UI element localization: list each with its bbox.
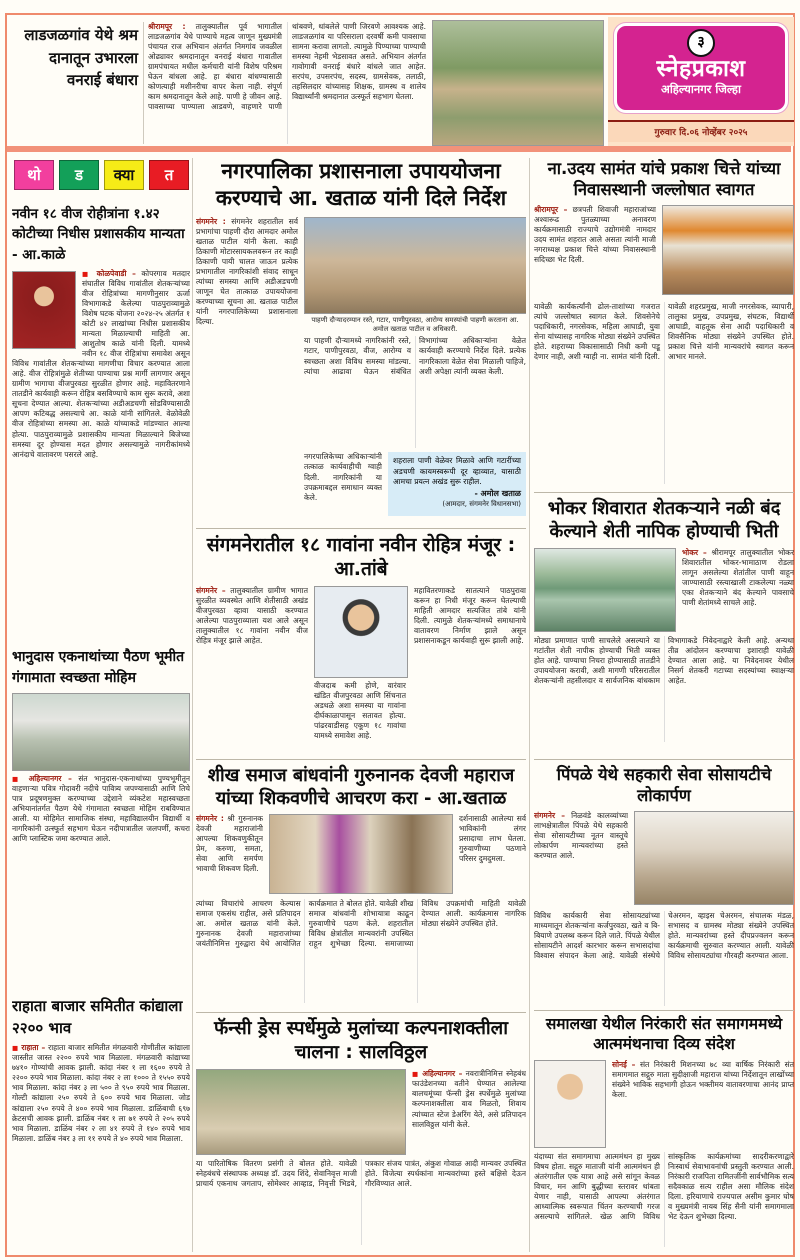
signature-box <box>388 452 526 516</box>
divider <box>534 759 794 760</box>
divider <box>534 492 794 493</box>
story-text-3: नगरपालिकेच्या अधिकाऱ्यांनी तत्काळ कार्यवाहीची ग्वाही दिली. नागरिकांनी या उपक्रमाबद्दल समाधान व्यक्त केले. <box>304 452 382 502</box>
photo-samant-welcome <box>662 205 794 295</box>
divider <box>529 158 530 1252</box>
brief-headline: राहाता बाजार समितीत कांद्याला २२०० भाव <box>12 996 183 1037</box>
story-text-1: नवरात्रीनिमित्त स्नेहबंध फाउंडेशनच्या वतीने घेण्यात आलेल्या बालचमूंच्या फॅन्सी ड्रेस स्पर्धेमुळे मुलांच्या कल्पनाशक्तीला वाव मिळतो, शिवाय त्यांच्यात स्टेज डेअरिंग येते, असे प्रतिपादन सालविठ्ठल यांनी केले. <box>412 1069 526 1129</box>
brief-text-1: कोपरगाव मतदार संघातील विविध गावांतील शेतकऱ्यांच्या वीज रोहित्रांच्या मागणीनुसार ऊर्जा विभागाकडे केलेल्या पाठपुराव्यामुळे विशेष घटक योजना २०२४-२५ अंतर्गत १ कोटी ४२ लाखांच्या निधीस प्रशासकीय मान्यता मिळाल्याची माहिती आ. आशुतोष काळे यांनी दिली. <box>82 268 190 349</box>
story-dateline: श्रीरामपूर – <box>534 205 568 215</box>
divider <box>143 22 144 144</box>
story-text-1: निळवंडे कालव्यांच्या लाभक्षेत्रातील पिंपळे येथे सहकारी सेवा सोसायटीच्या नूतन वास्तूचे लोकार्पण मान्यवरांच्या हस्ते करण्यात आले. <box>534 811 628 861</box>
story-text-1: संत निरंकारी मिशनच्या ७८ व्या वार्षिक निरंकारी संत समागमात सद्गुरु माता सुदीक्षाजी महाराज यांच्या निर्देशातून लाखोंच्या संख्येने भाविक सहभागी होऊन भक्तीमय वातावरणाचा आनंद प्राप्त केला. <box>612 1059 794 1099</box>
edition-number-badge: ३ <box>687 29 715 57</box>
divider <box>534 1010 794 1011</box>
story-headline: शीख समाज बांधवांनी गुरुनानक देवजी महाराज यांच्या शिकवणीचे आचरण करा - आ.खताळ <box>207 765 515 810</box>
brief-dateline: ■ राहाता – <box>12 1043 45 1052</box>
photo-waterlogged-field <box>534 548 676 632</box>
brief-headline: नवीन १८ वीज रोहीत्रांना १.४२ कोटीच्या निधीस प्रशासकीय मान्यता - आ.काळे <box>12 206 185 263</box>
story-pimpale-society <box>534 764 794 1006</box>
story-headline: ना.उदय सामंत यांचे प्रकाश चित्ते यांच्या निवासस्थानी जल्लोषात स्वागत <box>547 159 781 200</box>
photo-caption: पाहणी दौऱ्यादरम्यान रस्ते, गटार, पाणीपुरवठा, आरोग्य समस्यांची पाहणी करताना आ. अमोल खताळ पाटील व अधिकारी. <box>311 315 519 333</box>
masthead-rule <box>7 146 791 152</box>
story-text-2: मोठ्या प्रमाणात पाणी साचलेले असल्याने या गटांतील शेती नापीक होण्याची भिती व्यक्त होत आहे. पाण्याचा निचरा होण्यासाठी तातडीने उपाययोजना करावी, अशी मागणी परिसरातील शेतकऱ्यांनी तहसीलदार व सार्वजनिक बांधकाम विभागाकडे निवेदनाद्वारे केली आहे. अन्यथा तीव्र आंदोलन करण्याचा इशाराही यावेळी देण्यात आला आहे. या निवेदनावर येथील निसर्ग शेतकरी गटाच्या सदस्यांच्या स्वाक्षऱ्या आहेत. <box>534 636 794 686</box>
story-col-b: दर्शनासाठी आलेल्या सर्व भाविकांनी लंगर प्रसादाचा लाभ घेतला. गुरुवाणीच्या पठणाने परिसर दुमदुमला. <box>459 814 526 864</box>
story-samant-welcome <box>534 158 794 488</box>
story-headline: फॅन्सी ड्रेस स्पर्धेमुळे मुलांच्या कल्पनाशक्तीला चालना : सालविठ्ठल <box>213 1018 508 1063</box>
story-khatal-directive <box>196 158 526 524</box>
brief-dateline: ■ कोळपेवाडी – <box>82 269 136 278</box>
top-story-body <box>148 22 426 144</box>
brief-story-ganga-cleanup <box>12 641 190 990</box>
story-sikh-community <box>196 764 526 1008</box>
brief-letter-4: त <box>149 160 189 190</box>
masthead <box>608 17 794 146</box>
photo-vanrai-bandhara <box>432 20 604 146</box>
divider <box>196 528 526 529</box>
story-col-a: श्री गुरुनानक देवजी महाराजांनी आपल्या शिकवणुकीतून प्रेम, करुणा, समता, सेवा आणि समर्पण भावाची शिकवण दिली. <box>196 814 263 874</box>
story-text-2: विविध कार्यकारी सेवा सोसायट्यांच्या माध्यमातून शेतकऱ्यांना कर्जपुरवठा, खते व बि-बियाणे उपलब्ध करून दिले जाते. पिंपळे येथील सोसायटीने आदर्श कारभार करून सभासदांचा विश्वास संपादन केला आहे. यावेळी संस्थेचे चेअरमन, व्हाइस चेअरमन, संचालक मंडळ, सभासद व ग्रामस्थ मोठ्या संख्येने उपस्थित होते. मान्यवरांच्या हस्ते दीपप्रज्वलन करून कार्यक्रमाची सुरुवात करण्यात आली. यावेळी विविध सोसायट्यांचा गौरवही करण्यात आला. <box>534 911 794 961</box>
story-text-2: या पारितोषिक वितरण प्रसंगी ते बोलत होते. यावेळी स्नेहबंधचे संस्थापक अध्यक्ष डॉ. उदय शिंदे, सेवानिवृत्त माजी प्राचार्य एकनाथ जगताप, सोमेश्वर आव्हाड, निवृत्ती भिडवे, पत्रकार संजय पात्रंत, अंकुश गोवाळ आदी मान्यवर उपस्थित होते. विजेत्या स्पर्धकांना मान्यवरांच्या हस्ते बक्षिसे देऊन गौरविण्यात आले. <box>196 1159 526 1189</box>
photo-mla-kale-portrait <box>12 271 76 349</box>
story-text-2: यंदाच्या संत समागमाचा आत्ममंथन हा मुख्य विषय होता. सद्गुरु माताजी यांनी आत्ममंथन ही अंतरंगातील एक यात्रा आहे असे सांगून केवळ विचार, मन आणि बुद्धीच्या स्तरावर थांबता येणार नाही, यासाठी आपल्या अंतरंगात आध्यात्मिक स्वरूपात चिंतन करण्याची गरज असल्याचे सांगितले. खेळ आणि विविध सांस्कृतिक कार्यक्रमांच्या सादरीकरणाद्वारे निःस्वार्थ सेवाभावनांची प्रस्तुती करण्यात आली. निरंकारी राजपिता रामितजींनी सार्वभौमिक सत्य सदैवकाळ सत्य राहील असा मौलिक संदेश दिला. हरियाणाचे राज्यपाल असीम कुमार घोष व मुख्यमंत्री नायब सिंह सैनी यांनी समागमाला भेट देऊन शुभेच्छा दिल्या. <box>534 1151 794 1221</box>
story-text-1: छत्रपती शिवाजी महाराजांच्या अश्वारूढ पुतळ्याच्या अनावरण कार्यक्रमासाठी राज्याचे उद्योगमंत्री नामदार उदय सामंत शहरात आले असता त्यांनी माजी नगराध्यक्ष प्रकाश चित्ते यांच्या निवासस्थानी सदिच्छा भेट दिली. <box>534 205 656 265</box>
photo-society-inauguration <box>634 811 794 905</box>
story-dateline: संगमनेर – <box>534 811 566 821</box>
photo-inspection-tour <box>304 217 526 314</box>
photo-speaker-woman <box>534 1060 606 1148</box>
top-story-text-2: लाडजळगांव या परिसराला दरवर्षी कमी पावसाचा सामना करावा लागतो. त्यामुळे पिण्याच्या पाण्याची समस्या नेहमी भेडसावत असते. अभियान अंतर्गत गावोगावी वनराई बंधारे बांधले जात आहेत. सरपंच, उपसरपंच, सदस्य, ग्रामसेवक, तलाठी, तहसिलदार यांच्यासह शिक्षक, ग्रामस्थ व शालेय विद्यार्थ्यांनी श्रमदानात उत्स्फूर्त सहभाग घेतला. <box>292 32 426 102</box>
story-fancy-dress <box>196 1017 526 1249</box>
divider <box>192 158 193 1252</box>
story-dateline: ■ अहिल्यानगर – <box>412 1069 462 1078</box>
story-tambe-transformers <box>196 533 526 755</box>
photo-cleanup-group <box>12 693 190 771</box>
center-column <box>196 158 526 1252</box>
story-text-1: श्रीरामपूर तालुक्यातील भोकर शिवारातील भोकर-भामाठाण रोडला लागून असलेल्या शेतांतील पाणी वाहून जाण्यासाठी रस्त्याखाली टाकलेल्या नळ्या एका शेतकऱ्याने बंद केल्याने पावसाचे पाणी शेतांमध्ये साचले आहे. <box>682 548 794 608</box>
brief-dateline: ■ अहिल्यानगर – <box>12 774 72 783</box>
divider <box>196 1012 526 1013</box>
story-dateline: संगमनेर : <box>196 216 226 226</box>
brief-letter-3: क्या <box>104 160 144 190</box>
story-col-1: तालुक्यातील ग्रामीण भागात सुरळीत व्यवस्थेत आणि शेतीसाठी अखंड वीजपुरवठा व्हावा यासाठी करण्यात आलेल्या पाठपुराव्याला यश आले असून तालुक्यातील १८ गावांना नवीन वीज रोहित्र मंजूर झाले आहेत. <box>196 585 308 645</box>
photo-mla-tambe-portrait <box>314 586 408 678</box>
newspaper-title: स्नेहप्रकाश <box>656 56 746 82</box>
signature-name: - अमोल खताळ <box>474 488 521 498</box>
photo-fancy-dress-group <box>196 1069 406 1155</box>
right-column <box>534 158 794 1252</box>
story-text-1: संगमनेर शहरातील सर्व प्रभागांचा पाहणी दौरा आमदार अमोल खताळ पाटील यांनी केला. काही ठिकाणी मोटारसायकलवरून तर काही ठिकाणी पायी चालत जाऊन प्रत्येक प्रभागातील नागरिकांशी संवाद साधून त्यांच्या समस्या आणि अडीअडचणी जाणून घेत तात्काळ उपाययोजना करण्याच्या सूचना आ. खताळ पाटील यांनी नगरपालिकेच्या प्रशासनाला दिल्या. <box>196 216 298 327</box>
story-headline: भोकर शिवारात शेतकऱ्याने नळी बंद केल्याने शेती नापिक होण्याची भिती <box>547 498 781 543</box>
top-story-text-1: तालुक्यातील पूर्व भागातील लाडजळगांव येथे पाण्याचे महत्व जाणून मुख्यमंत्री पंचायत राज अभियान अंतर्गत निमगांव जवळील ओढ्यावर श्रमदानातून वनराई बंधारा गावातील ग्रामपंचायत मधील कर्मचारी यांनी विशेष परिश्रम घेऊन बांधला आहे. हा बंधारा बांधण्यासाठी कोणत्याही मशीनरीचा वापर केला नाही. संपूर्ण काम श्रमदानातून केले आहे. पाणी हे जीवन आहे. पावसाच्या पाण्याला आडवणे, वाहणारे पाणी थांबवणे, थांबलेले पाणी जिरवणे आवश्यक आहे. <box>148 22 426 112</box>
story-col-2: वीजदाब कमी होणे, वारंवार खंडित वीजपुरवठा आणि सिंचनात अडथळे अशा समस्या या गावांना दीर्घकाळापासून सतावत होत्या. पांढरवाडीसह एकूण १८ गावांचा यामध्ये समावेश आहे. <box>314 680 406 740</box>
story-headline: संगमनेरातील १८ गावांना नवीन रोहित्र मंजूर : आ.तांबे <box>206 534 516 581</box>
brief-text-2: यामध्ये नवीन १८ वीज रोहित्रांचा समावेश असून विविध गावांतील शेतकऱ्यांच्या मागणीचा विचार करण्यात आला आहे. वीज रोहित्रांमुळे शेतीच्या पाण्याचा प्रश्न मार्गी लागणार असून ग्रामीण भागाचा वीजपुरवठा सुरळीत होणार आहे. महावितरणाने तातडीने कार्यवाही करून रोहित्र बसविण्याचे काम सुरू करावे, अशा सूचना देण्यात आल्या. शेतकऱ्यांच्या अडीअडचणी सोडविण्यासाठी आपण कटिबद्ध असल्याचे आ. काळे यांनी सांगितले. वेळोवेळी वीज रोहित्रांच्या समस्या आ. काळे यांच्याकडे मांडण्यात आल्या होत्या. पाठपुराव्यामुळे प्रशासकीय मान्यता मिळाल्याने बिजेच्या समस्या दूर होण्यास मदत होणार असल्यामुळे नागरीकांमध्ये आनंदाचे वातावरण पसरले आहे. <box>12 339 190 459</box>
story-bhokar-farm <box>534 497 794 755</box>
story-dateline: भोकर – <box>682 548 707 558</box>
brief-letter-2: ड <box>59 160 99 190</box>
signature-quote: शहराला पाणी वेळेवर मिळावे आणि गटारींच्या अडचणी कायमस्वरूपी दूर व्हाव्यात, यासाठी आमचा प्रयत्न अखंड सुरू राहील. <box>393 456 521 486</box>
story-dateline: संगमनेर – <box>196 585 226 595</box>
brief-headline: भानुदास एकनाथांच्या पैठण भूमीत गंगामाता स्वच्छता मोहिम <box>12 648 185 686</box>
story-text-2: या पाहणी दौऱ्यामध्ये नागरिकांनी रस्ते, गटार, पाणीपुरवठा, वीज, आरोग्य व स्वच्छता अशा विविध समस्या मांडल्या. त्यांचा आढावा घेऊन संबंधित विभागांच्या अधिकाऱ्यांना वेळेत कार्यवाही करण्याचे निर्देश दिले. प्रत्येक नागरिकाला वेळेत सेवा मिळाली पाहिजे, अशी अपेक्षा त्यांनी व्यक्त केली. <box>304 336 526 376</box>
brief-letter-1: थो <box>14 160 54 190</box>
masthead-box <box>614 23 788 113</box>
brief-story-onion-rates <box>12 990 190 1252</box>
story-dateline: संगमनेर : <box>196 814 224 824</box>
divider <box>196 759 526 760</box>
issue-date: गुरुवार दि.०६ नोव्हेंबर २०२५ <box>608 120 794 142</box>
story-text-2: त्यांच्या विचारांचे आचरण केल्यास समाज एकसंध राहील, असे प्रतिपादन आ. अमोल खताळ यांनी केले. गुरुनानक देवजी महाराजांच्या जयंतीनिमित्त गुरुद्वारा येथे आयोजित कार्यक्रमात ते बोलत होते. यावेळी शीख समाज बांधवांनी शोभायात्रा काढून गुरुवाणीचे पठण केले. शहरातील विविध क्षेत्रांतील मान्यवरांनी उपस्थित राहून शुभेच्छा दिल्या. समाजाच्या विविध उपक्रमांची माहिती यावेळी देण्यात आली. कार्यक्रमास नागरिक मोठ्या संख्येने उपस्थित होते. <box>196 899 526 949</box>
story-headline: नगरपालिका प्रशासनाला उपाययोजना करण्याचे आ. खताळ यांनी दिले निर्देश <box>215 159 507 210</box>
top-left-headline: लाडजळगांव येथे श्रम दानातून उभारला वनराई बंधारा <box>24 26 138 89</box>
brief-story-transformers <box>12 198 190 641</box>
story-headline: समालखा येथील निरंकारी संत समागममध्ये आत्ममंथनाचा दिव्य संदेश <box>545 1015 783 1053</box>
newspaper-subtitle: अहिल्यानगर जिल्हा <box>661 82 741 97</box>
brief-text: संत भानुदास-एकनाथांच्या पुण्यभूमीतून वाहणाऱ्या पवित्र गोदावरी नदीचे पावित्र्य जपण्यासाठी आणि तिचे पात्र प्रदूषणमुक्त करण्याच्या उद्देशाने व्यंकटेश महास्वच्छता अभियानांतर्गत पैठण येथे गंगामाता स्वच्छता मोहिम राबविण्यात आली. या मोहिमेत सामाजिक संस्था, महाविद्यालयीन विद्यार्थी व नागरिकांनी उत्स्फूर्त सहभाग घेऊन नदीपात्रातील जलपर्णी, कचरा आणि प्लास्टिक जमा करण्यात आले. <box>12 773 190 844</box>
story-nirankari-samagam <box>534 1015 794 1247</box>
left-column <box>12 158 190 1252</box>
story-dateline: सोनई – <box>612 1059 636 1069</box>
top-story-dateline: श्रीरामपूर : <box>148 22 186 31</box>
photo-sikh-gathering <box>269 814 453 894</box>
story-text-2: यावेळी कार्यकर्त्यांनी ढोल-ताशांच्या गजरात त्यांचे जल्लोषात स्वागत केले. शिवसेनेचे पदाधिकारी, नगरसेवक, महिला आघाडी, युवा सेना यांच्यासह नागरिक मोठ्या संख्येने उपस्थित होते. शहराच्या विकासासाठी निधी कमी पडू देणार नाही, अशी ग्वाही ना. सामंत यांनी दिली. यावेळी शहरप्रमुख, माजी नगरसेवक, व्यापारी, तालुका प्रमुख, उपप्रमुख, संघटक, विद्यार्थी आघाडी, वाहतूक सेना आदी पदाधिकारी व शिवसैनिक मोठ्या संख्येने उपस्थित होते. प्रकाश चित्ते यांनी मान्यवरांचे स्वागत करून आभार मानले. <box>534 302 794 362</box>
story-col-3: महावितरणाकडे सातत्याने पाठपुरावा करून हा निधी मंजूर करून घेतल्याची माहिती आमदार सत्यजित तांबे यांनी दिली. त्यामुळे शेतकऱ्यांमध्ये समाधानाचे वातावरण निर्माण झाले असून प्रशासनाकडून कार्यवाही सुरू झाली आहे. <box>414 585 526 645</box>
in-brief-strip <box>14 160 190 190</box>
signature-title: (आमदार, संगमनेर विधानसभा) <box>442 499 521 508</box>
brief-text: राहाता बाजार समितीत मंगळवारी गोणीतील कांद्याला जास्तीत जास्त २२०० रुपये भाव मिळाला. मंगळवारी कांद्याच्या ७४१० गोण्यांची आवक झाली. कांदा नंबर १ ला १६०० रुपये ते २२०० रुपये भाव मिळाला. कांदा नंबर २ ला १००० ते १५५० रुपये भाव मिळाला. कांदा नंबर ३ ला ५०० ते ९५० रुपये भाव मिळाला. गोल्टी कांद्याला २५० रुपये ते ६०० रुपये भाव मिळाला. जोड कांद्याला २५० रुपये ते ४०० रुपये भाव मिळाला. डाळिंबाची ६९७ क्रेटसची आवक झाली. डाळिंब नंबर १ ला ७१ रुपये ते २०५ रुपये भाव मिळाला. डाळिंब नंबर २ ला ४१ रुपये ते १४० रुपये भाव मिळाला. डाळिंब नंबर ३ ला ११ रुपये ते ४० रुपये भाव मिळाला. <box>12 1043 190 1143</box>
story-headline: पिंपळे येथे सहकारी सेवा सोसायटीचे लोकार्पण <box>556 765 772 806</box>
